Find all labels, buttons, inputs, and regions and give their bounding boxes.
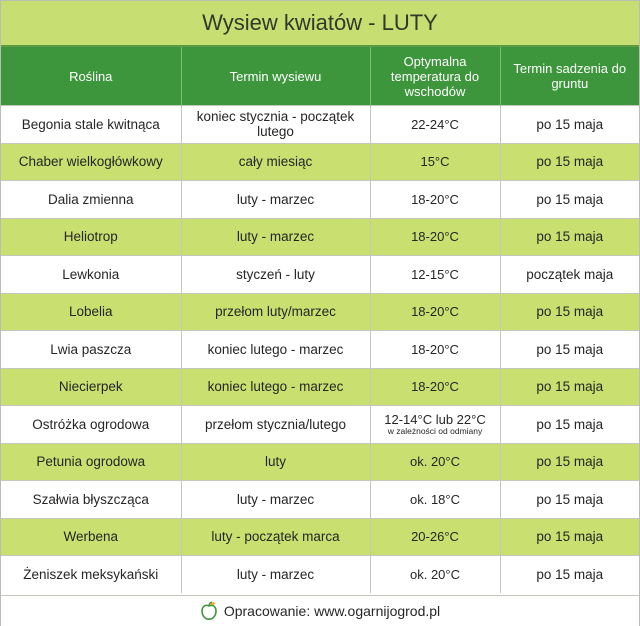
plant-name-cell: Dalia zmienna bbox=[1, 181, 181, 219]
table-row bbox=[1, 218, 639, 256]
sowing-time-cell: cały miesiąc bbox=[181, 143, 370, 181]
temperature-cell bbox=[370, 406, 500, 444]
temperature-value: 22-24°C bbox=[411, 116, 459, 132]
temperature-value: 12-15°C bbox=[411, 266, 459, 282]
temperature-cell bbox=[370, 556, 500, 593]
plant-name-cell: Lewkonia bbox=[1, 256, 181, 294]
plant-name-cell: Begonia stale kwitnąca bbox=[1, 106, 181, 144]
temperature-value: 20-26°C bbox=[411, 529, 459, 545]
footer-credit: Opracowanie: www.ogarnijogrod.pl bbox=[223, 603, 441, 619]
planting-time-cell: po 15 maja bbox=[500, 481, 639, 519]
temperature-cell bbox=[370, 218, 500, 256]
planting-time-cell: po 15 maja bbox=[500, 293, 639, 331]
plant-name-cell: Żeniszek meksykański bbox=[1, 556, 181, 593]
planting-time-cell: po 15 maja bbox=[500, 331, 639, 369]
sowing-time-cell: luty - marzec bbox=[181, 218, 370, 256]
planting-time-cell: po 15 maja bbox=[500, 218, 639, 256]
planting-time-cell: początek maja bbox=[500, 256, 639, 294]
table-row bbox=[1, 556, 639, 593]
sowing-time-cell: koniec lutego - marzec bbox=[181, 368, 370, 406]
table-body bbox=[1, 106, 639, 593]
temperature-cell bbox=[370, 106, 500, 144]
planting-time-cell: po 15 maja bbox=[500, 181, 639, 219]
table-row bbox=[1, 293, 639, 331]
sowing-time-cell: przełom luty/marzec bbox=[181, 293, 370, 331]
apple-leaf-logo-icon bbox=[200, 601, 218, 621]
sowing-time-cell: przełom stycznia/lutego bbox=[181, 406, 370, 444]
temperature-cell bbox=[370, 443, 500, 481]
temperature-cell bbox=[370, 518, 500, 556]
sowing-time-cell: luty - marzec bbox=[181, 556, 370, 593]
plant-name-cell: Niecierpek bbox=[1, 368, 181, 406]
temperature-note: w zależności od odmiany bbox=[387, 426, 483, 437]
sowing-time-cell: luty - marzec bbox=[181, 481, 370, 519]
plant-name-cell: Szałwia błyszcząca bbox=[1, 481, 181, 519]
footer bbox=[1, 595, 639, 626]
temperature-value: 15°C bbox=[420, 154, 450, 170]
planting-time-cell: po 15 maja bbox=[500, 518, 639, 556]
temperature-cell bbox=[370, 331, 500, 369]
sowing-time-cell: koniec lutego - marzec bbox=[181, 331, 370, 369]
temperature-value: ok. 20°C bbox=[409, 566, 460, 582]
plant-name-cell: Petunia ogrodowa bbox=[1, 443, 181, 481]
plant-name-cell: Lwia paszcza bbox=[1, 331, 181, 369]
planting-time-cell: po 15 maja bbox=[500, 106, 639, 144]
planting-time-cell: po 15 maja bbox=[500, 443, 639, 481]
column-header-sowing-time: Termin wysiewu bbox=[181, 47, 370, 106]
page-title-text: Wysiew kwiatów - LUTY bbox=[202, 10, 438, 35]
sowing-table bbox=[1, 47, 639, 593]
table-row bbox=[1, 406, 639, 444]
table-row bbox=[1, 443, 639, 481]
temperature-value: 12-14°C lub 22°C bbox=[384, 412, 486, 428]
table-row bbox=[1, 481, 639, 519]
table-row bbox=[1, 181, 639, 219]
sowing-time-cell: luty - początek marca bbox=[181, 518, 370, 556]
sowing-time-cell: koniec stycznia - początek lutego bbox=[181, 106, 370, 144]
temperature-value: 18-20°C bbox=[411, 304, 459, 320]
temperature-value: ok. 18°C bbox=[409, 491, 460, 507]
temperature-cell bbox=[370, 481, 500, 519]
temperature-value: 18-20°C bbox=[411, 341, 459, 357]
planting-time-cell: po 15 maja bbox=[500, 368, 639, 406]
table-row bbox=[1, 331, 639, 369]
plant-name-cell: Lobelia bbox=[1, 293, 181, 331]
table-header-row bbox=[1, 47, 639, 106]
sowing-time-cell: luty bbox=[181, 443, 370, 481]
plant-name-cell: Ostróżka ogrodowa bbox=[1, 406, 181, 444]
temperature-cell bbox=[370, 368, 500, 406]
table-row bbox=[1, 518, 639, 556]
page-title bbox=[1, 1, 639, 47]
column-header-plant: Roślina bbox=[1, 47, 181, 106]
temperature-value: ok. 20°C bbox=[409, 454, 460, 470]
temperature-value: 18-20°C bbox=[411, 379, 459, 395]
column-header-temperature: Optymalna temperatura do wschodów bbox=[370, 47, 500, 106]
sowing-time-cell: luty - marzec bbox=[181, 181, 370, 219]
temperature-cell bbox=[370, 181, 500, 219]
planting-time-cell: po 15 maja bbox=[500, 556, 639, 593]
temperature-cell bbox=[370, 256, 500, 294]
plant-name-cell: Heliotrop bbox=[1, 218, 181, 256]
plant-name-cell: Chaber wielkogłówkowy bbox=[1, 143, 181, 181]
column-header-planting-time: Termin sadzenia do gruntu bbox=[500, 47, 639, 106]
table-row bbox=[1, 143, 639, 181]
planting-time-cell: po 15 maja bbox=[500, 406, 639, 444]
temperature-cell bbox=[370, 293, 500, 331]
table-row bbox=[1, 368, 639, 406]
plant-name-cell: Werbena bbox=[1, 518, 181, 556]
temperature-cell bbox=[370, 143, 500, 181]
table-row bbox=[1, 256, 639, 294]
sowing-time-cell: styczeń - luty bbox=[181, 256, 370, 294]
temperature-value: 18-20°C bbox=[411, 191, 459, 207]
temperature-value: 18-20°C bbox=[411, 229, 459, 245]
table-row bbox=[1, 106, 639, 144]
planting-time-cell: po 15 maja bbox=[500, 143, 639, 181]
